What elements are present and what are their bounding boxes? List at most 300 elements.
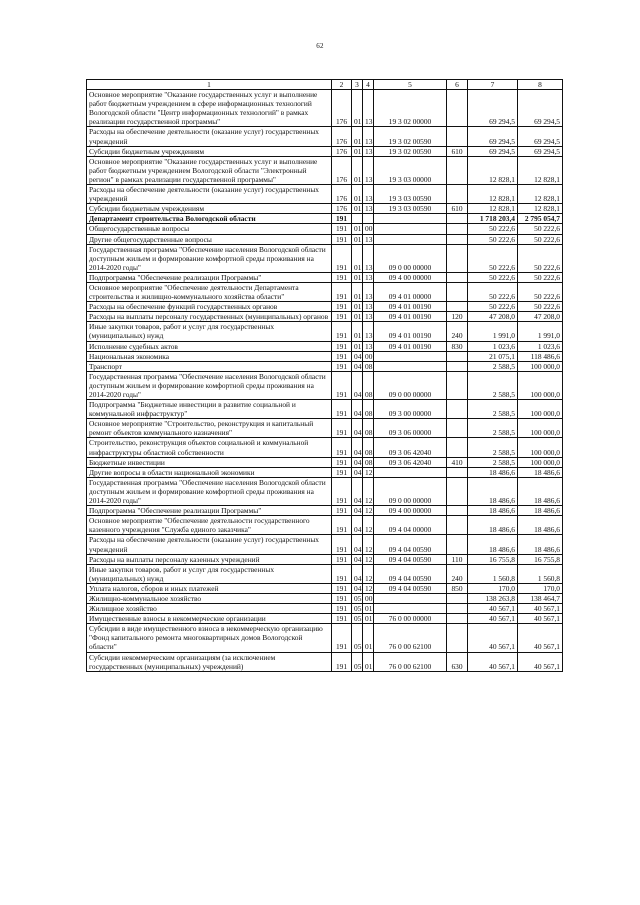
section-code-cell: 01: [352, 272, 363, 282]
amount-year2-cell: 50 222,6: [518, 302, 563, 312]
table-row: [87, 506, 563, 516]
ministry-code-cell: 191: [332, 516, 352, 535]
section-code-cell: 01: [352, 90, 363, 127]
expense-type-cell: [447, 156, 468, 184]
section-code-cell: 04: [352, 361, 363, 371]
budget-table: [86, 79, 563, 672]
target-article-cell: 19 3 03 00590: [374, 185, 447, 204]
amount-year2-cell: 100 000,0: [518, 371, 563, 399]
expense-type-cell: [447, 604, 468, 614]
expense-type-cell: [447, 419, 468, 438]
amount-year2-cell: 100 000,0: [518, 438, 563, 457]
table-row: [87, 322, 563, 341]
table-row: [87, 652, 563, 671]
table-body: [87, 90, 563, 672]
table-row: [87, 457, 563, 467]
section-code-cell: 01: [352, 312, 363, 322]
table-row: [87, 341, 563, 351]
expense-type-cell: [447, 272, 468, 282]
table-row: [87, 272, 563, 282]
section-code-cell: 01: [352, 282, 363, 301]
target-article-cell: 09 3 06 42040: [374, 457, 447, 467]
row-name-cell: Исполнение судебных актов: [87, 341, 332, 351]
amount-year2-cell: 50 222,6: [518, 224, 563, 234]
target-article-cell: 09 0 00 00000: [374, 371, 447, 399]
target-article-cell: 09 3 00 00000: [374, 400, 447, 419]
ministry-code-cell: 191: [332, 554, 352, 564]
amount-year1-cell: 21 075,1: [468, 351, 518, 361]
amount-year2-cell: 12 828,1: [518, 204, 563, 214]
expense-type-cell: [447, 477, 468, 505]
expense-type-cell: [447, 593, 468, 603]
expense-type-cell: [447, 234, 468, 244]
expense-type-cell: 850: [447, 583, 468, 593]
subsection-code-cell: 12: [363, 477, 374, 505]
target-article-cell: 09 3 06 00000: [374, 419, 447, 438]
table-row: [87, 282, 563, 301]
amount-year2-cell: 18 486,6: [518, 516, 563, 535]
amount-year1-cell: 18 486,6: [468, 535, 518, 554]
section-code-cell: 01: [352, 244, 363, 272]
ministry-code-cell: 191: [332, 467, 352, 477]
ministry-code-cell: 191: [332, 583, 352, 593]
target-article-cell: 19 3 03 00590: [374, 204, 447, 214]
subsection-code-cell: 13: [363, 185, 374, 204]
ministry-code-cell: 191: [332, 535, 352, 554]
amount-year2-cell: 12 828,1: [518, 185, 563, 204]
ministry-code-cell: 191: [332, 604, 352, 614]
amount-year1-cell: 2 588,5: [468, 438, 518, 457]
amount-year2-cell: 118 486,6: [518, 351, 563, 361]
ministry-code-cell: 191: [332, 302, 352, 312]
table-row: [87, 419, 563, 438]
row-name-cell: Национальная экономика: [87, 351, 332, 361]
section-code-cell: 04: [352, 477, 363, 505]
section-code-cell: [352, 214, 363, 224]
row-name-cell: Другие вопросы в области национальной экономики: [87, 467, 332, 477]
table-row: [87, 593, 563, 603]
section-code-cell: 05: [352, 614, 363, 624]
amount-year1-cell: 40 567,1: [468, 652, 518, 671]
ministry-code-cell: 191: [332, 564, 352, 583]
amount-year1-cell: 69 294,5: [468, 127, 518, 146]
expense-type-cell: [447, 361, 468, 371]
section-code-cell: 01: [352, 322, 363, 341]
ministry-code-cell: 191: [332, 652, 352, 671]
target-article-cell: 09 4 04 00000: [374, 516, 447, 535]
amount-year1-cell: 1 991,0: [468, 322, 518, 341]
subsection-code-cell: 13: [363, 302, 374, 312]
section-code-cell: 04: [352, 419, 363, 438]
expense-type-cell: [447, 127, 468, 146]
expense-type-cell: [447, 244, 468, 272]
column-header: 1: [87, 80, 332, 90]
amount-year1-cell: 50 222,6: [468, 282, 518, 301]
target-article-cell: 09 4 04 00590: [374, 535, 447, 554]
ministry-code-cell: 191: [332, 477, 352, 505]
row-name-cell: Подпрограмма "Обеспечение реализации Программы": [87, 272, 332, 282]
ministry-code-cell: 191: [332, 214, 352, 224]
row-name-cell: Субсидии бюджетным учреждениям: [87, 146, 332, 156]
amount-year1-cell: 50 222,6: [468, 302, 518, 312]
amount-year2-cell: 18 486,6: [518, 535, 563, 554]
target-article-cell: 09 4 01 00190: [374, 302, 447, 312]
row-name-cell: Основное мероприятие "Обеспечение деятельности государственного казенного учреждения "Служба единого заказчика": [87, 516, 332, 535]
amount-year1-cell: 12 828,1: [468, 185, 518, 204]
expense-type-cell: [447, 90, 468, 127]
amount-year1-cell: 69 294,5: [468, 90, 518, 127]
subsection-code-cell: 00: [363, 224, 374, 234]
target-article-cell: [374, 224, 447, 234]
target-article-cell: 09 0 00 00000: [374, 244, 447, 272]
row-name-cell: Бюджетные инвестиции: [87, 457, 332, 467]
amount-year2-cell: 18 486,6: [518, 467, 563, 477]
section-code-cell: 01: [352, 204, 363, 214]
amount-year1-cell: 18 486,6: [468, 467, 518, 477]
row-name-cell: Расходы на обеспечение деятельности (оказание услуг) государственных учреждений: [87, 127, 332, 146]
table-row: [87, 244, 563, 272]
expense-type-cell: [447, 282, 468, 301]
table-row: [87, 371, 563, 399]
section-code-cell: 05: [352, 624, 363, 652]
amount-year2-cell: 40 567,1: [518, 604, 563, 614]
ministry-code-cell: 191: [332, 312, 352, 322]
amount-year2-cell: 18 486,6: [518, 477, 563, 505]
subsection-code-cell: 13: [363, 234, 374, 244]
table-row: [87, 234, 563, 244]
expense-type-cell: [447, 371, 468, 399]
table-row: [87, 351, 563, 361]
expense-type-cell: [447, 506, 468, 516]
target-article-cell: 09 4 01 00190: [374, 312, 447, 322]
section-code-cell: 01: [352, 185, 363, 204]
section-code-cell: 01: [352, 341, 363, 351]
target-article-cell: 09 4 00 00000: [374, 272, 447, 282]
expense-type-cell: 610: [447, 204, 468, 214]
section-code-cell: 05: [352, 652, 363, 671]
column-header: 8: [518, 80, 563, 90]
amount-year1-cell: 2 588,5: [468, 457, 518, 467]
row-name-cell: Субсидии некоммерческим организациям (за исключением государственных (муниципальных) учреждений): [87, 652, 332, 671]
section-code-cell: 01: [352, 302, 363, 312]
ministry-code-cell: 176: [332, 146, 352, 156]
subsection-code-cell: 12: [363, 506, 374, 516]
target-article-cell: 09 4 01 00190: [374, 341, 447, 351]
amount-year1-cell: 12 828,1: [468, 156, 518, 184]
expense-type-cell: 410: [447, 457, 468, 467]
subsection-code-cell: 00: [363, 351, 374, 361]
subsection-code-cell: 13: [363, 127, 374, 146]
row-name-cell: Другие общегосударственные вопросы: [87, 234, 332, 244]
section-code-cell: 01: [352, 156, 363, 184]
row-name-cell: Расходы на выплаты персоналу казенных учреждений: [87, 554, 332, 564]
subsection-code-cell: 01: [363, 624, 374, 652]
target-article-cell: [374, 467, 447, 477]
subsection-code-cell: 13: [363, 272, 374, 282]
amount-year2-cell: 138 464,7: [518, 593, 563, 603]
target-article-cell: 09 4 01 00000: [374, 282, 447, 301]
target-article-cell: 09 3 06 42040: [374, 438, 447, 457]
subsection-code-cell: 08: [363, 419, 374, 438]
expense-type-cell: [447, 624, 468, 652]
amount-year1-cell: 2 588,5: [468, 371, 518, 399]
table-row: [87, 156, 563, 184]
section-code-cell: 05: [352, 593, 363, 603]
row-name-cell: Государственная программа "Обеспечение населения Вологодской области доступным жильем и формирование комфортной среды проживания на 2014-2020 годы": [87, 244, 332, 272]
amount-year2-cell: 1 560,8: [518, 564, 563, 583]
amount-year1-cell: 18 486,6: [468, 506, 518, 516]
subsection-code-cell: 08: [363, 361, 374, 371]
ministry-code-cell: 176: [332, 156, 352, 184]
table-row: [87, 146, 563, 156]
table-row: [87, 614, 563, 624]
ministry-code-cell: 176: [332, 204, 352, 214]
table-row: [87, 604, 563, 614]
section-code-cell: 01: [352, 224, 363, 234]
target-article-cell: 09 4 00 00000: [374, 506, 447, 516]
ministry-code-cell: 191: [332, 593, 352, 603]
amount-year1-cell: 40 567,1: [468, 624, 518, 652]
amount-year2-cell: 18 486,6: [518, 506, 563, 516]
column-header: 3: [352, 80, 363, 90]
row-name-cell: Расходы на обеспечение функций государственных органов: [87, 302, 332, 312]
expense-type-cell: 120: [447, 312, 468, 322]
ministry-code-cell: 191: [332, 351, 352, 361]
ministry-code-cell: 191: [332, 361, 352, 371]
amount-year2-cell: 50 222,6: [518, 282, 563, 301]
row-name-cell: Жилищно-коммунальное хозяйство: [87, 593, 332, 603]
expense-type-cell: 610: [447, 146, 468, 156]
table-row: [87, 477, 563, 505]
ministry-code-cell: 176: [332, 127, 352, 146]
subsection-code-cell: 08: [363, 371, 374, 399]
target-article-cell: 19 3 02 00590: [374, 146, 447, 156]
amount-year1-cell: 50 222,6: [468, 244, 518, 272]
row-name-cell: Субсидии бюджетным учреждениям: [87, 204, 332, 214]
table-row: [87, 535, 563, 554]
expense-type-cell: [447, 302, 468, 312]
row-name-cell: Строительство, реконструкция объектов социальной и коммунальной инфраструктуры областной собственности: [87, 438, 332, 457]
section-code-cell: 04: [352, 351, 363, 361]
subsection-code-cell: 12: [363, 535, 374, 554]
ministry-code-cell: 176: [332, 185, 352, 204]
subsection-code-cell: 08: [363, 438, 374, 457]
table-row: [87, 467, 563, 477]
expense-type-cell: [447, 467, 468, 477]
target-article-cell: [374, 604, 447, 614]
ministry-code-cell: 191: [332, 614, 352, 624]
subsection-code-cell: 13: [363, 90, 374, 127]
table-row: [87, 516, 563, 535]
section-code-cell: 05: [352, 604, 363, 614]
section-code-cell: 04: [352, 564, 363, 583]
section-code-cell: 04: [352, 516, 363, 535]
table-row: [87, 214, 563, 224]
table-row: [87, 361, 563, 371]
amount-year2-cell: 1 023,6: [518, 341, 563, 351]
row-name-cell: Транспорт: [87, 361, 332, 371]
target-article-cell: [374, 361, 447, 371]
ministry-code-cell: 191: [332, 322, 352, 341]
amount-year2-cell: 50 222,6: [518, 272, 563, 282]
target-article-cell: 09 4 01 00190: [374, 322, 447, 341]
target-article-cell: 09 0 00 00000: [374, 477, 447, 505]
expense-type-cell: 630: [447, 652, 468, 671]
amount-year1-cell: 138 263,8: [468, 593, 518, 603]
column-header: 2: [332, 80, 352, 90]
table-row: [87, 90, 563, 127]
table-row: [87, 438, 563, 457]
ministry-code-cell: 191: [332, 341, 352, 351]
amount-year2-cell: 50 222,6: [518, 234, 563, 244]
row-name-cell: Государственная программа "Обеспечение населения Вологодской области доступным жильем и формирование комфортной среды проживания на 2014-2020 годы": [87, 477, 332, 505]
table-row: [87, 400, 563, 419]
subsection-code-cell: 01: [363, 604, 374, 614]
section-code-cell: 04: [352, 583, 363, 593]
table-row: [87, 624, 563, 652]
amount-year2-cell: 100 000,0: [518, 419, 563, 438]
row-name-cell: Субсидии в виде имущественного взноса в некоммерческую организацию "Фонд капитального ремонта многоквартирных домов Вологодской области": [87, 624, 332, 652]
amount-year2-cell: 40 567,1: [518, 652, 563, 671]
row-name-cell: Основное мероприятие "Строительство, реконструкция и капитальный ремонт объектов коммунального назначения": [87, 419, 332, 438]
amount-year1-cell: 2 588,5: [468, 419, 518, 438]
table-row: [87, 554, 563, 564]
row-name-cell: Основное мероприятие "Оказание государственных услуг и выполнение работ бюджетным учреждением в сфере информационных технологий Вологодской области "Центр информационных технологий" в рамках реализации государственной программы": [87, 90, 332, 127]
target-article-cell: 76 0 00 62100: [374, 624, 447, 652]
section-code-cell: 01: [352, 146, 363, 156]
subsection-code-cell: 13: [363, 204, 374, 214]
target-article-cell: 09 4 04 00590: [374, 583, 447, 593]
row-name-cell: Расходы на выплаты персоналу государственных (муниципальных) органов: [87, 312, 332, 322]
section-code-cell: 01: [352, 234, 363, 244]
subsection-code-cell: 08: [363, 457, 374, 467]
row-name-cell: Государственная программа "Обеспечение населения Вологодской области доступным жильем и формирование комфортной среды проживания на 2014-2020 годы": [87, 371, 332, 399]
table-row: [87, 127, 563, 146]
table-row: [87, 583, 563, 593]
row-name-cell: Иные закупки товаров, работ и услуг для государственных (муниципальных) нужд: [87, 322, 332, 341]
amount-year1-cell: 170,0: [468, 583, 518, 593]
subsection-code-cell: [363, 214, 374, 224]
amount-year1-cell: 40 567,1: [468, 604, 518, 614]
amount-year2-cell: 47 208,0: [518, 312, 563, 322]
section-code-cell: 04: [352, 438, 363, 457]
subsection-code-cell: 00: [363, 593, 374, 603]
ministry-code-cell: 176: [332, 90, 352, 127]
amount-year2-cell: 100 000,0: [518, 361, 563, 371]
target-article-cell: [374, 593, 447, 603]
section-code-cell: 04: [352, 554, 363, 564]
subsection-code-cell: 12: [363, 564, 374, 583]
row-name-cell: Расходы на обеспечение деятельности (оказание услуг) государственных учреждений: [87, 185, 332, 204]
target-article-cell: 19 3 02 00590: [374, 127, 447, 146]
subsection-code-cell: 08: [363, 400, 374, 419]
section-code-cell: 04: [352, 467, 363, 477]
subsection-code-cell: 12: [363, 516, 374, 535]
ministry-code-cell: 191: [332, 224, 352, 234]
expense-type-cell: 110: [447, 554, 468, 564]
subsection-code-cell: 01: [363, 614, 374, 624]
amount-year2-cell: 40 567,1: [518, 624, 563, 652]
amount-year2-cell: 16 755,8: [518, 554, 563, 564]
row-name-cell: Расходы на обеспечение деятельности (оказание услуг) государственных учреждений: [87, 535, 332, 554]
amount-year2-cell: 69 294,5: [518, 146, 563, 156]
subsection-code-cell: 13: [363, 322, 374, 341]
row-name-cell: Подпрограмма "Обеспечение реализации Программы": [87, 506, 332, 516]
row-name-cell: Общегосударственные вопросы: [87, 224, 332, 234]
table-row: [87, 312, 563, 322]
column-header: 6: [447, 80, 468, 90]
row-name-cell: Имущественные взносы в некоммерческие организации: [87, 614, 332, 624]
amount-year1-cell: 2 588,5: [468, 361, 518, 371]
row-name-cell: Уплата налогов, сборов и иных платежей: [87, 583, 332, 593]
column-header: 4: [363, 80, 374, 90]
ministry-code-cell: 191: [332, 438, 352, 457]
section-code-cell: 04: [352, 506, 363, 516]
ministry-code-cell: 191: [332, 371, 352, 399]
target-article-cell: 09 4 04 00590: [374, 554, 447, 564]
row-name-cell: Основное мероприятие "Обеспечение деятельности Департамента строительства и жилищно-коммунального хозяйства области": [87, 282, 332, 301]
ministry-code-cell: 191: [332, 272, 352, 282]
expense-type-cell: [447, 185, 468, 204]
subsection-code-cell: 13: [363, 156, 374, 184]
section-code-cell: 04: [352, 535, 363, 554]
target-article-cell: [374, 234, 447, 244]
section-code-cell: 04: [352, 371, 363, 399]
amount-year2-cell: 100 000,0: [518, 457, 563, 467]
table-row: [87, 185, 563, 204]
table-row: [87, 564, 563, 583]
amount-year1-cell: 16 755,8: [468, 554, 518, 564]
amount-year1-cell: 47 208,0: [468, 312, 518, 322]
amount-year2-cell: 69 294,5: [518, 127, 563, 146]
amount-year2-cell: 12 828,1: [518, 156, 563, 184]
target-article-cell: 19 3 03 00000: [374, 156, 447, 184]
expense-type-cell: 830: [447, 341, 468, 351]
table-header-row: [87, 80, 563, 90]
subsection-code-cell: 01: [363, 652, 374, 671]
target-article-cell: 76 0 00 00000: [374, 614, 447, 624]
subsection-code-cell: 12: [363, 554, 374, 564]
row-name-cell: Жилищное хозяйство: [87, 604, 332, 614]
subsection-code-cell: 13: [363, 282, 374, 301]
subsection-code-cell: 13: [363, 341, 374, 351]
expense-type-cell: [447, 516, 468, 535]
expense-type-cell: [447, 535, 468, 554]
target-article-cell: 76 0 00 62100: [374, 652, 447, 671]
amount-year1-cell: 50 222,6: [468, 272, 518, 282]
subsection-code-cell: 13: [363, 146, 374, 156]
amount-year1-cell: 1 718 203,4: [468, 214, 518, 224]
ministry-code-cell: 191: [332, 624, 352, 652]
expense-type-cell: [447, 400, 468, 419]
column-header: 5: [374, 80, 447, 90]
row-name-cell: Иные закупки товаров, работ и услуг для государственных (муниципальных) нужд: [87, 564, 332, 583]
expense-type-cell: 240: [447, 322, 468, 341]
expense-type-cell: [447, 214, 468, 224]
ministry-code-cell: 191: [332, 506, 352, 516]
expense-type-cell: [447, 224, 468, 234]
row-name-cell: Основное мероприятие "Оказание государственных услуг и выполнение работ бюджетным учреждением Вологодской области "Электронный регион" в рамках реализации государственной программы": [87, 156, 332, 184]
amount-year1-cell: 50 222,6: [468, 234, 518, 244]
target-article-cell: 09 4 04 00590: [374, 564, 447, 583]
row-name-cell: Департамент строительства Вологодской области: [87, 214, 332, 224]
table-row: [87, 224, 563, 234]
subsection-code-cell: 12: [363, 583, 374, 593]
amount-year1-cell: 18 486,6: [468, 477, 518, 505]
ministry-code-cell: 191: [332, 234, 352, 244]
amount-year2-cell: 2 795 054,7: [518, 214, 563, 224]
amount-year1-cell: 40 567,1: [468, 614, 518, 624]
